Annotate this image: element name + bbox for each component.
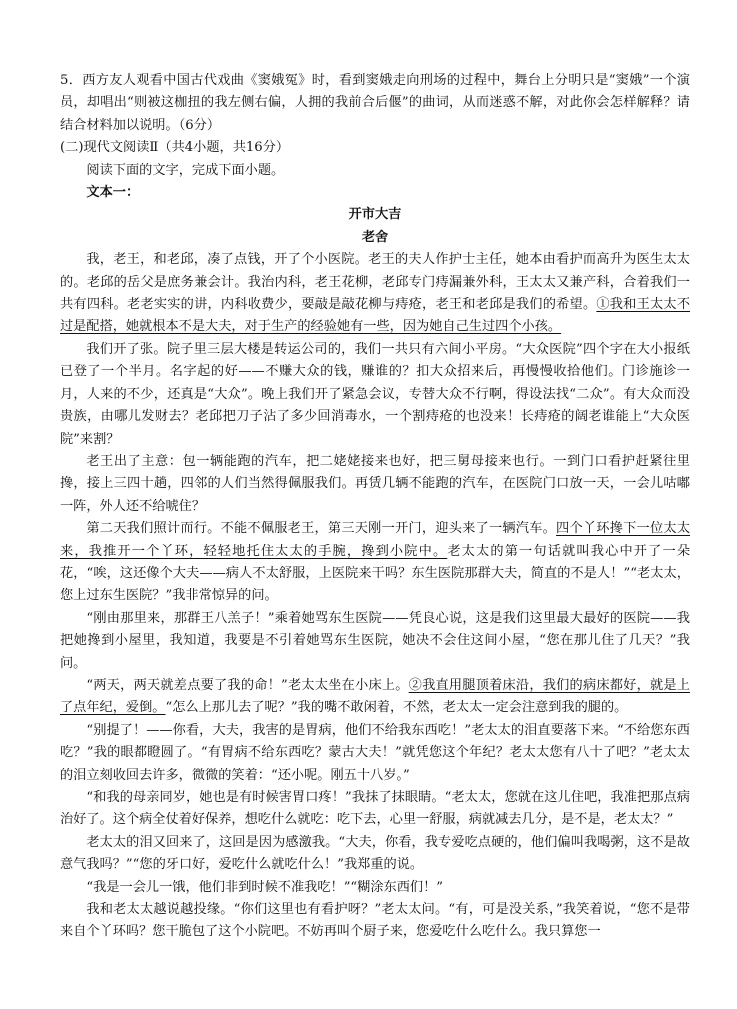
text-label: 文本一： (86, 185, 140, 201)
paragraph-7: “别提了！——你看，大夫，我害的是胃病，他们不给我东西吃！”老太太的泪直要落下来。“不给您东西吃？”我的眼都瞪圆了。“有胃病不给东西吃？蒙古大夫！”就凭您这个年纪？老太太您有八十了吧？”老太太的泪立刻收回去许多，微微的笑着：“还小呢。刚五十八岁。” (60, 722, 690, 783)
paragraph-6-text-b: “怎么上那儿去了呢？”我的嘴不敢闲着，不然，老太太一定会注意到我的腿的。 (165, 700, 628, 716)
section-instruction: 阅读下面的文字，完成下面小题。 (86, 162, 285, 178)
paragraph-6-text-a: “两天，两天就差点要了我的命！”老太太坐在小床上。 (86, 677, 409, 693)
section-heading: (二)现代文阅读Ⅱ（共4小题，共16分） (60, 140, 290, 156)
paragraph-9: 老太太的泪又回来了，这回是因为感激我。“大夫，你看，我专爱吃点硬的，他们偏叫我喝粥，这不是故意气我吗？”“您的牙口好，爱吃什么就吃什么！”我郑重的说。 (60, 834, 690, 873)
paragraph-8: “和我的母亲同岁，她也是有时候害胃口疼！”我抹了抹眼睛。“老太太，您就在这儿住吧，我准把那点病治好了。这个病全仗着好保养，想吃什么就吃：吃下去，心里一舒服，病就减去几分，是不是，老太太？” (60, 790, 690, 828)
paragraph-4-text-b: 老太太的第一句话就叫我心中开了一朵花，“唉，这还像个大夫——病人不太舒服，上医院来干吗？东生医院那群大夫，简直的不是人！”“老太太，您上过东生医院？”我非常惊异的问。 (60, 543, 691, 604)
paragraph-10: “我是一会儿一饿，他们非到时候不准我吃！”“糊涂东西们！” (86, 879, 444, 895)
underlined-sentence-2: 四个丫环搀下一位太太来，我推开一个丫环，轻轻地托住太太的手腕，搀到小院中。 (60, 521, 691, 559)
paragraph-1 (60, 249, 690, 339)
question-5: 5．西方友人观看中国古代戏曲《窦娥冤》时，看到窦娥走向刑场的过程中，舞台上分明只是“窦娥”一个演员，却唱出“则被这枷扭的我左侧右偏，人拥的我前合后偃”的曲词，从而迷惑不解，对此你会怎样解释？请结合材料加以说明。（6分） (60, 73, 690, 133)
paragraph-6 (60, 675, 690, 720)
underlined-sentence-1: ①我和王太太不过是配搭，她就根本不是大夫，对于生产的经验她有一些，因为她自己生过四个小孩。 (60, 297, 691, 335)
paragraph-4-text-a: 第二天我们照计而行。不能不佩服老王，第三天刚一开门，迎头来了一辆汽车。 (86, 521, 557, 537)
article-title: 开市大吉 (348, 207, 402, 223)
paragraph-5: “刚由那里来，那群王八羔子！”乘着她骂东生医院——凭良心说，这是我们这里最大最好的医院——我把她搀到小屋里，我知道，我要是不引着她骂东生医院，她决不会住这间小屋，“您在那儿住了几天？”我问。 (60, 610, 690, 671)
underlined-sentence-3: ②我直用腿顶着床沿，我们的病床都好，就是上了点年纪，爱倒。 (60, 677, 690, 716)
article-author: 老舍 (361, 229, 389, 245)
paragraph-3: 老王出了主意：包一辆能跑的汽车，把二姥姥接来也好，把三舅母接来也行。一到门口看护赶紧往里搀，接上三四十趟，四邻的人们当然得佩服我们。再赁几辆不能跑的汽车，在医院门口放一天，一会儿咕嘟一阵，外人还不给唬住？ (60, 453, 690, 514)
paragraph-4 (60, 518, 690, 608)
paragraph-2: 我们开了张。院子里三层大楼是转运公司的，我们一共只有六间小平房。“大众医院”四个字在大小报纸已登了一个半月。名字起的好——不赚大众的钱，赚谁的？扣大众招来后，再慢慢收拾他们。门诊施诊一月，人来的不少，还真是“大众”。晚上我们开了紧急会议，专替大众不行啊，得设法找“二众”。有大众而没贵族，由哪儿发财去？老邱把刀子沾了多少回消毒水，一个割痔疮的也没来！长痔疮的阔老谁能上“大众医院”来割？ (60, 341, 690, 447)
paragraph-11: 我和老太太越说越投缘。“你们这里也有看护呀？”老太太问。“有，可是没关系，”我笑着说，“您不是带来自个丫环吗？您干脆包了这个小院吧。不妨再叫个厨子来，您爱吃什么吃什么。我只算您一 (60, 902, 690, 940)
paragraph-1-text: 我，老王，和老邱，凑了点钱，开了个小医院。老王的夫人作护士主任，她本由看护而高升为医生太太的。老邱的岳父是庶务兼会计。我治内科，老王花柳，老邱专门痔漏兼外科，王太太又兼产科，合着我们一共有四科。老老实实的讲，内科收费少，要敲是敲花柳与痔疮，老王和老邱是我们的希望。 (60, 252, 690, 313)
page-content (60, 70, 690, 944)
